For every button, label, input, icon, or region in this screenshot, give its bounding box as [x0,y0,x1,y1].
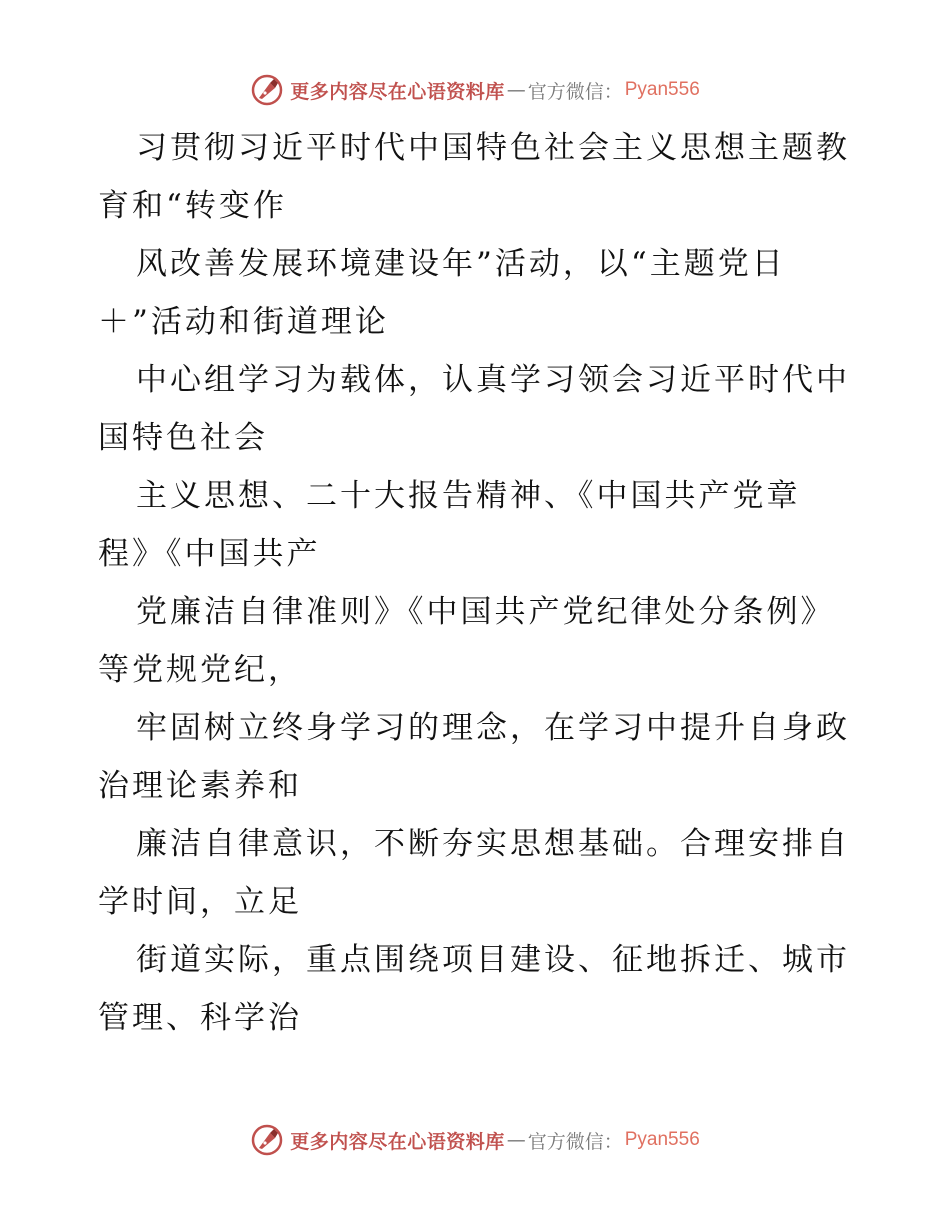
header-banner [0,70,950,110]
banner-wechat-label: 官方微信： [527,1130,623,1153]
banner-wechat-id: Pyan556 [624,1129,700,1150]
banner-slogan: 更多内容尽在心语资料库 [290,1130,505,1153]
footer-banner [0,1120,950,1160]
text-line: 街道实际，重点围绕项目建设、征地拆迁、城市 [136,942,850,978]
pen-nib-logo-icon [250,73,284,107]
text-line: 管理、科学治 [98,1000,302,1036]
text-line: 学时间，立足 [98,884,302,920]
text-line: ＋”活动和街道理论 [98,304,389,340]
text-line: 党廉洁自律准则》《中国共产党纪律处分条例》 [136,594,835,630]
text-line: 等党规党纪， [98,652,302,688]
banner-slogan: 更多内容尽在心语资料库 [290,80,505,103]
banner-dash: — [506,79,526,101]
banner-wechat-id: Pyan556 [624,79,700,100]
text-line: 中心组学习为载体，认真学习领会习近平时代中 [136,362,850,398]
pen-nib-logo-icon [250,1123,284,1157]
text-line: 牢固树立终身学习的理念，在学习中提升自身政 [136,710,850,746]
text-line: 育和“转变作 [98,188,287,224]
banner-dash: — [506,1129,526,1151]
text-line: 国特色社会 [98,420,268,456]
text-line: 风改善发展环境建设年”活动，以“主题党日 [136,246,786,282]
banner-wechat-label: 官方微信： [527,80,623,103]
text-line: 廉洁自律意识，不断夯实思想基础。合理安排自 [136,826,850,862]
text-line: 治理论素养和 [98,768,302,804]
document-body [98,119,868,1047]
text-line: 主义思想、二十大报告精神、《中国共产党章 [136,478,801,514]
text-line: 习贯彻习近平时代中国特色社会主义思想主题教 [136,130,850,166]
text-line: 程》《中国共产 [98,536,321,572]
